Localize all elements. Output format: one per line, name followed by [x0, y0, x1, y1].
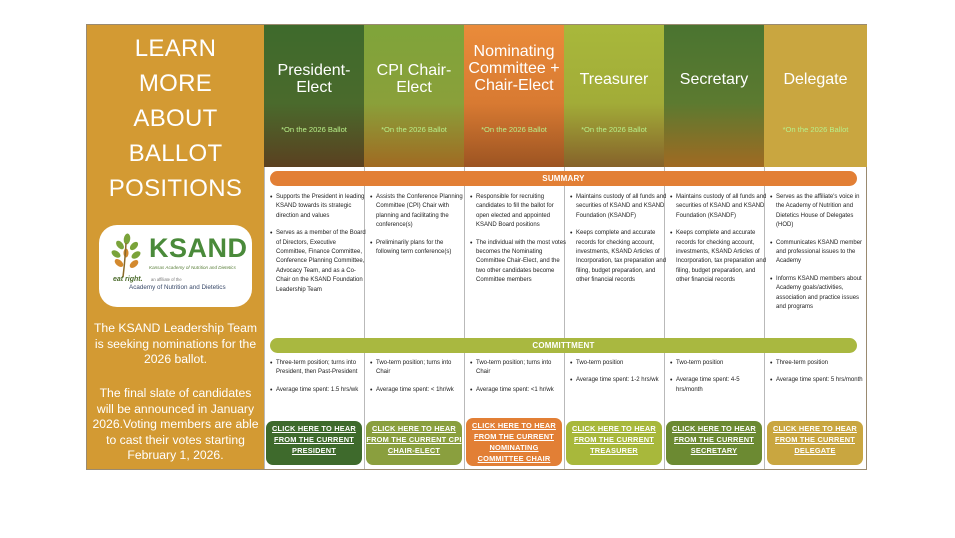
list-item: • Average time spent: <1 hr/wk [467, 386, 567, 395]
list-item: • Average time spent: < 1hr/wk [367, 386, 467, 395]
eat-right-mark: eat right. [113, 276, 143, 283]
ballot-note: *On the 2026 Ballot [581, 125, 647, 134]
ballot-note: *On the 2026 Ballot [381, 125, 447, 134]
hear-current-treasurer-button[interactable]: CLICK HERE TO HEAR FROM THE CURRENT TREASURER [566, 421, 662, 465]
ksand-logo [99, 225, 252, 307]
affiliate-name: Academy of Nutrition and Dietetics [129, 284, 226, 291]
affiliate-prefix: an affiliate of the [151, 277, 182, 282]
ballot-positions-infographic [86, 24, 867, 470]
position-title: Secretary [679, 71, 749, 88]
title-line-5: POSITIONS [108, 175, 243, 202]
summary-cpi-chair-elect [367, 193, 467, 265]
list-item: • Informs KSAND members about Academy goals/activities, association and practice issues and programs [767, 275, 867, 313]
summary-secretary [667, 193, 767, 294]
title-line-1: LEARN [134, 35, 217, 62]
commitment-nominating-committee [467, 359, 567, 403]
hear-current-president-button[interactable]: CLICK HERE TO HEAR FROM THE CURRENT PRESIDENT [266, 421, 362, 465]
page-title [87, 31, 264, 206]
sidebar-panel [87, 25, 264, 469]
ballot-note: *On the 2026 Ballot [281, 125, 347, 134]
list-item: • Average time spent: 5 hrs/month [767, 376, 867, 385]
title-line-2: MORE [138, 70, 213, 97]
ballot-note: *On the 2026 Ballot [481, 125, 547, 134]
header-nominating-committee [464, 25, 564, 167]
commitment-band: COMMITTMENT [270, 338, 857, 353]
list-item: • Responsible for recruiting candidates to fill the ballot for open elected and appointed KSAND Board positions [467, 193, 567, 231]
commitment-delegate [767, 359, 867, 394]
summary-band: SUMMARY [270, 171, 857, 186]
list-item: • Three-term position; turns into President, then Past-President [267, 359, 367, 378]
list-item: • Preliminarily plans for the following term conference(s) [367, 239, 467, 258]
nominations-text: The KSAND Leadership Team is seeking nominations for the 2026 ballot. [93, 321, 258, 366]
summary-president-elect [267, 193, 367, 303]
title-line-3: ABOUT [133, 105, 218, 132]
summary-delegate [767, 193, 867, 320]
summary-treasurer [567, 193, 667, 294]
list-item: • Maintains custody of all funds and securities of KSAND and KSAND Foundation (KSANDF) [567, 193, 667, 221]
logo-tagline: Kansas Academy of Nutrition and Dietetics [149, 265, 236, 270]
header-cpi-chair-elect [364, 25, 464, 167]
list-item: • Assists the Conference Planning Committee (CPI) Chair with planning and facilitating the conference(s) [367, 193, 467, 231]
commitment-secretary [667, 359, 767, 403]
list-item: • Communicates KSAND member and professional issues to the Academy [767, 239, 867, 267]
position-title: President-Elect [277, 62, 351, 96]
commitment-president-elect [267, 359, 367, 403]
position-title: CPI Chair-Elect [376, 62, 452, 96]
position-title: Treasurer [579, 71, 649, 88]
list-item: • Average time spent: 1.5 hrs/wk [267, 386, 367, 395]
list-item: • Supports the President in leading KSAND towards its strategic direction and values [267, 193, 367, 221]
header-president-elect [264, 25, 364, 167]
list-item: • Keeps complete and accurate records for checking account, investments, KSAND Articles of Incorporation, tax preparation and filing, budget preparation, and other financial records [567, 229, 667, 285]
ksand-wordmark: KSAND [149, 233, 248, 263]
header-secretary [664, 25, 764, 167]
position-title: Delegate [783, 71, 848, 88]
wheat-leaf-icon [105, 233, 149, 279]
ballot-note: *On the 2026 Ballot [782, 125, 849, 134]
list-item: • Two-term position; turns into Chair [467, 359, 567, 378]
column-divider [264, 167, 265, 469]
list-item: • Three-term position [767, 359, 867, 368]
list-item: • Two-term position [567, 359, 667, 368]
hear-current-secretary-button[interactable]: CLICK HERE TO HEAR FROM THE CURRENT SECRETARY [666, 421, 762, 465]
commitment-treasurer [567, 359, 667, 394]
summary-nominating-committee [467, 193, 567, 294]
list-item: • Keeps complete and accurate records for checking account, investments, KSAND Articles of Incorporation, tax preparation and filing, budget preparation, and other financial records [667, 229, 767, 285]
header-delegate [764, 25, 867, 167]
list-item: • Serves as a member of the Board of Directors, Executive Committee, Finance Committee, Conference Planning Committee, Advocacy Team, and as a Co-Chair on the KSAND Foundation Leadership Team [267, 229, 367, 295]
hear-current-delegate-button[interactable]: CLICK HERE TO HEAR FROM THE CURRENT DELEGATE [767, 421, 863, 465]
commitment-cpi-chair-elect [367, 359, 467, 403]
list-item: • Serves as the affiliate's voice in the Academy of Nutrition and Dietetics House of Delegates (HOD) [767, 193, 867, 231]
list-item: • Average time spent: 4-5 hrs/month [667, 376, 767, 395]
hear-current-cpi-chair-elect-button[interactable]: CLICK HERE TO HEAR FROM THE CURRENT CPI CHAIR-ELECT [366, 421, 462, 465]
header-treasurer [564, 25, 664, 167]
voting-text: The final slate of candidates will be announced in January 2026.Voting members are able to cast their votes starting February 1, 2026. [92, 386, 259, 462]
list-item: • The individual with the most votes becomes the Nominating Committee Chair-Elect, and the two other candidates become Committee members [467, 239, 567, 286]
hear-current-nominating-chair-button[interactable]: CLICK HERE TO HEAR FROM THE CURRENT NOMINATING COMMITTEE CHAIR [466, 418, 562, 466]
title-line-4: BALLOT [128, 140, 223, 167]
list-item: • Two-term position [667, 359, 767, 368]
list-item: • Average time spent: 1-2 hrs/wk [567, 376, 667, 385]
list-item: • Two-term position; turns into Chair [367, 359, 467, 378]
list-item: • Maintains custody of all funds and securities of KSAND and KSAND Foundation (KSANDF) [667, 193, 767, 221]
position-title: Nominating Committee + Chair-Elect [468, 43, 560, 94]
